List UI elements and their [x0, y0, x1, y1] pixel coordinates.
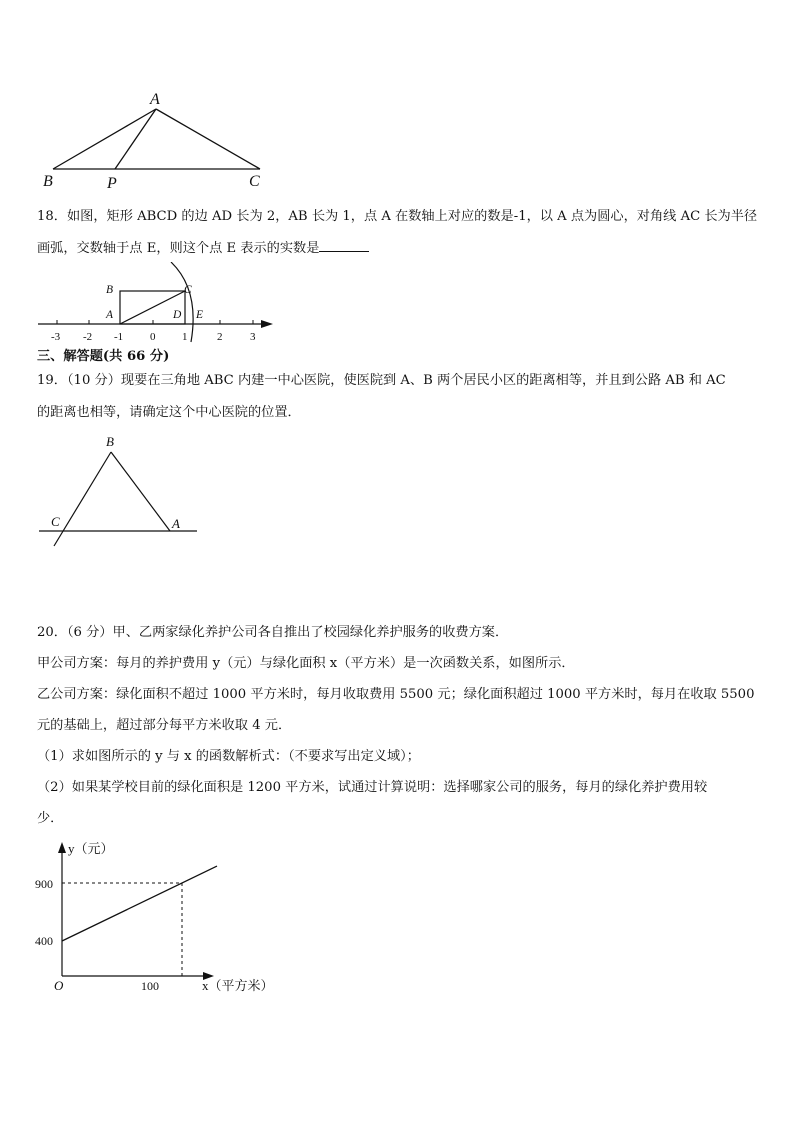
- figure-number-line: [35, 262, 285, 348]
- q20-part2a: （2）如果某学校目前的绿化面积是 1200 平方米，试通过计算说明：选择哪家公司的服务，每月的绿化养护费用较: [37, 780, 708, 795]
- segment-ba: [111, 452, 170, 531]
- q18-line2: 画弧，交数轴于点 E，则这个点 E 表示的实数是: [37, 241, 320, 256]
- x-axis-label: x（平方米）: [202, 978, 274, 993]
- label-c: C: [51, 514, 60, 529]
- axis-arrow-icon: [261, 320, 273, 328]
- q20-line1: 20．（6 分）甲、乙两家绿化养护公司各自推出了校园绿化养护服务的收费方案．: [37, 625, 509, 640]
- tick-label-neg3: -3: [51, 331, 61, 343]
- section-heading: 三、解答题(共 66 分): [37, 349, 170, 364]
- y-tick-label-400: 400: [35, 934, 53, 948]
- figure-triangle-abp: [35, 85, 275, 195]
- q20-part2b: 少．: [37, 811, 64, 826]
- label-e: E: [196, 309, 204, 321]
- segment-ap: [115, 109, 156, 169]
- label-d: D: [173, 309, 182, 321]
- q18-line2-wrap: [37, 239, 369, 258]
- q20-line2: 甲公司方案：每月的养护费用 y（元）与绿化面积 x（平方米）是一次函数关系，如图所示．: [37, 656, 575, 671]
- q18-line1: 18．如图，矩形 ABCD 的边 AD 长为 2，AB 长为 1，点 A 在数轴上对应的数是-1，以 A 点为圆心，对角线 AC 长为半径: [37, 209, 758, 224]
- q19-line2: 的距离也相等，请确定这个中心医院的位置．: [37, 405, 301, 420]
- tick-label-neg1: -1: [114, 331, 124, 343]
- tick-label-2: 2: [217, 331, 223, 343]
- label-b: B: [106, 434, 114, 449]
- q20-line3: 乙公司方案：绿化面积不超过 1000 平方米时，每月收取费用 5500 元；绿化面积超过 1000 平方米时，每月在收取 5500: [37, 687, 755, 702]
- label-a: A: [172, 516, 180, 531]
- cost-line: [62, 866, 217, 941]
- label-b: B: [43, 173, 53, 190]
- road-ab: [54, 452, 111, 546]
- answer-blank: [319, 239, 369, 252]
- x-tick-label-100: 100: [141, 979, 159, 993]
- tick-label-neg2: -2: [83, 331, 93, 343]
- axis-ticks: [57, 320, 253, 324]
- label-c: C: [249, 173, 260, 190]
- origin-label: O: [54, 978, 64, 993]
- figure-cost-chart: [32, 836, 292, 1001]
- tick-label-1: 1: [182, 331, 188, 343]
- segment-ac: [156, 109, 260, 169]
- tick-label-0: 0: [150, 331, 156, 343]
- label-p: P: [107, 175, 117, 192]
- q20-line4: 元的基础上，超过部分每平方米收取 4 元．: [37, 718, 292, 733]
- y-axis-arrow-icon: [58, 842, 66, 853]
- y-tick-label-900: 900: [35, 877, 53, 891]
- q20-part1: （1）求如图所示的 y 与 x 的函数解析式：（不要求写出定义域）；: [37, 749, 420, 764]
- tick-label-3: 3: [250, 331, 256, 343]
- label-b: B: [106, 284, 114, 296]
- q19-line1: 19．（10 分）现要在三角地 ABC 内建一中心医院，使医院到 A、B 两个居民小区的距离相等，并且到公路 AB 和 AC: [37, 373, 726, 388]
- y-axis-label: y（元）: [68, 841, 114, 856]
- arc-from-a: [171, 262, 193, 342]
- label-c: C: [184, 284, 192, 296]
- figure-triangle-abc: [35, 432, 205, 548]
- label-a: A: [150, 91, 160, 108]
- segment-ab: [53, 109, 156, 169]
- label-a: A: [106, 309, 114, 321]
